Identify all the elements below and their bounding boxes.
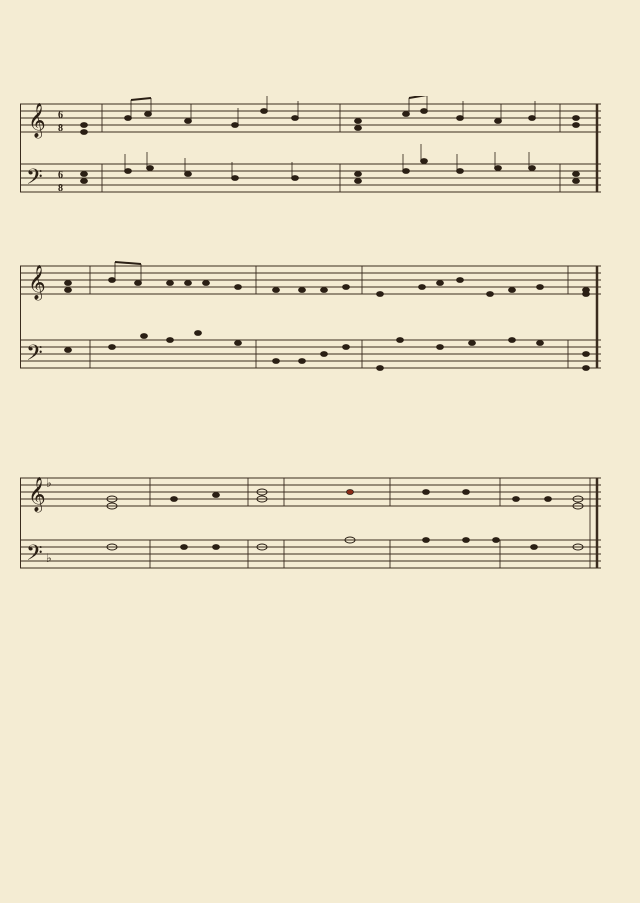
svg-text:𝄞: 𝄞 (28, 265, 46, 300)
svg-text:𝄢: 𝄢 (26, 165, 43, 195)
svg-text:8: 8 (58, 123, 63, 134)
svg-text:♭: ♭ (46, 476, 52, 490)
svg-text:6: 6 (58, 170, 63, 181)
music-system-1 (20, 96, 601, 204)
svg-text:8: 8 (58, 183, 63, 194)
svg-text:𝄞: 𝄞 (28, 477, 46, 512)
svg-text:♭: ♭ (46, 551, 52, 565)
svg-text:6: 6 (58, 110, 63, 121)
music-system-chant (20, 470, 601, 580)
svg-text:𝄢: 𝄢 (26, 541, 43, 571)
music-system-2 (20, 258, 601, 376)
svg-text:𝄢: 𝄢 (26, 341, 43, 371)
svg-text:𝄞: 𝄞 (28, 103, 46, 138)
